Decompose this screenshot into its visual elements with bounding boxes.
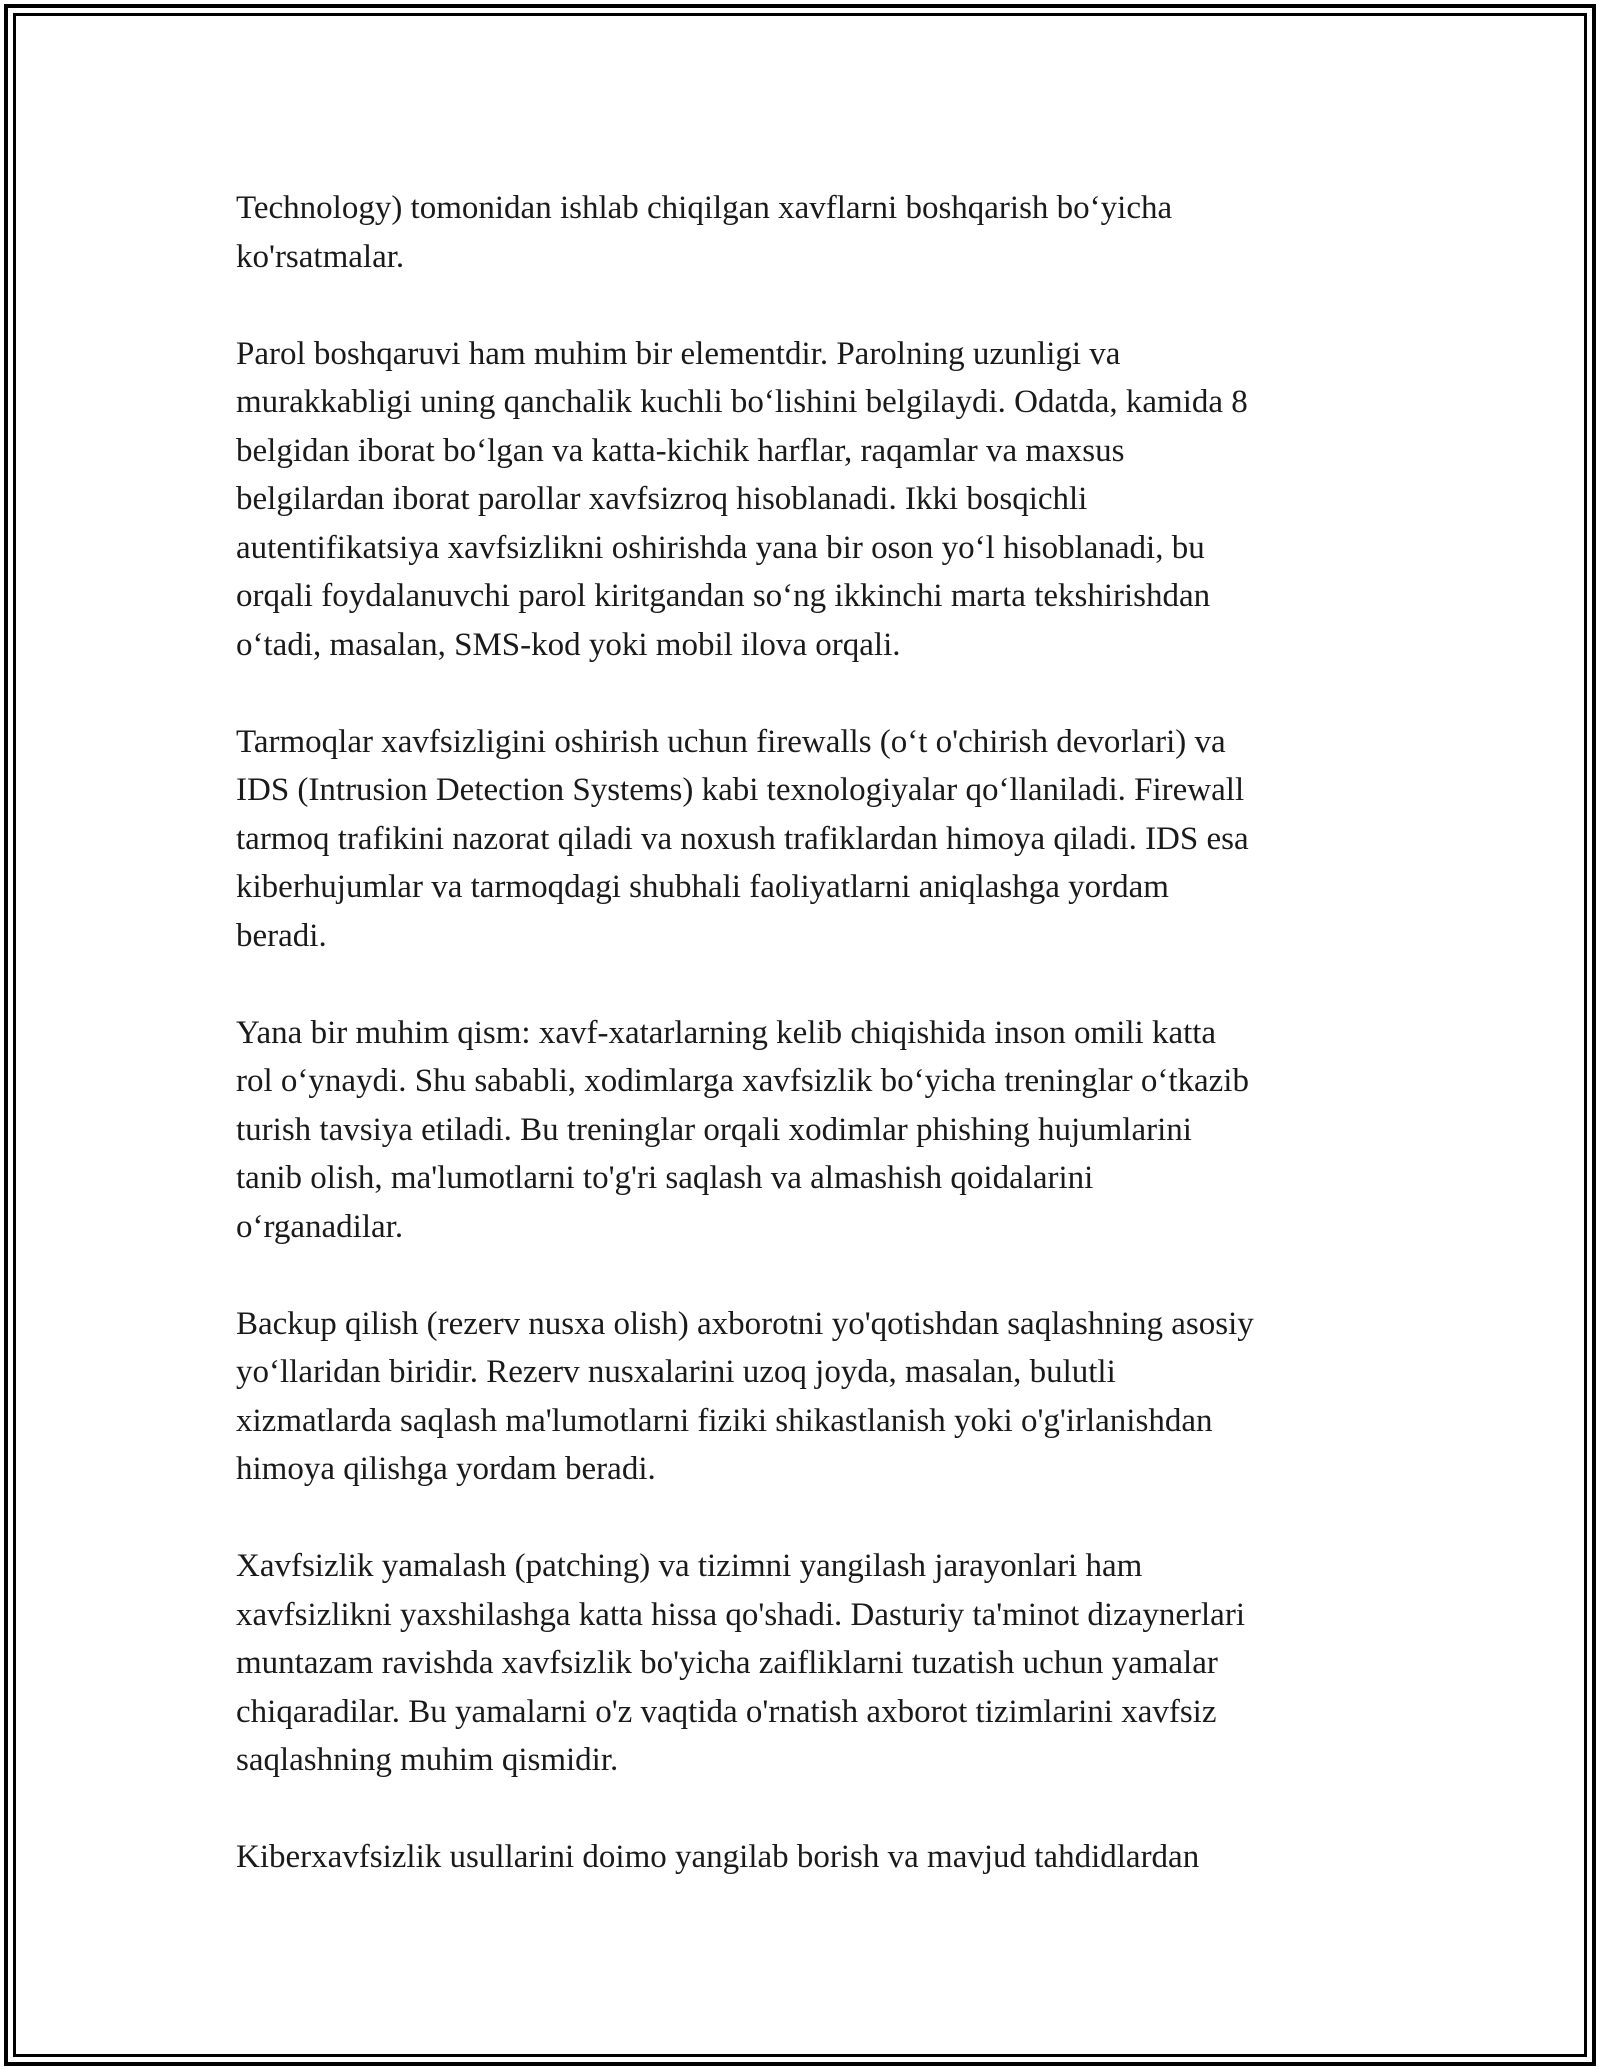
paragraph-spacer xyxy=(236,1494,1396,1543)
text-line: Xavfsizlik yamalash (patching) va tizimni yangilash jarayonlari ham xyxy=(236,1548,1143,1584)
paragraph-spacer xyxy=(236,960,1396,1009)
text-line: xizmatlarda saqlash ma'lumotlarni fiziki shikastlanish yoki o'g'irlanishdan xyxy=(236,1402,1213,1439)
paragraph-spacer xyxy=(236,1251,1396,1300)
text-line: chiqaradilar. Bu yamalarni o'z vaqtida o'rnatish axborot tizimlarini xavfsiz xyxy=(236,1693,1217,1730)
paragraph-2 xyxy=(236,330,1396,670)
document-body xyxy=(236,184,1396,1882)
text-line: beradi. xyxy=(236,917,327,954)
text-line: tanib olish, ma'lumotlarni to'g'ri saqlash va almashish qoidalarini xyxy=(236,1160,1094,1196)
paragraph-6 xyxy=(236,1542,1396,1785)
text-line: rol o‘ynaydi. Shu sababli, xodimlarga xavfsizlik bo‘yicha treninglar o‘tkazib xyxy=(236,1063,1249,1099)
paragraph-1 xyxy=(236,184,1396,281)
paragraph-spacer xyxy=(236,281,1396,330)
text-line: o‘rganadilar. xyxy=(236,1208,404,1245)
text-line: Parol boshqaruvi ham muhim bir elementdir. Parolning uzunligi va xyxy=(236,335,1121,372)
text-line: kiberhujumlar va tarmoqdagi shubhali faoliyatlarni aniqlashga yordam xyxy=(236,869,1169,905)
text-line: tarmoq trafikini nazorat qiladi va noxush trafiklardan himoya qiladi. IDS esa xyxy=(236,820,1249,857)
text-line: ko'rsatmalar. xyxy=(236,238,405,275)
text-line: Yana bir muhim qism: xavf-xatarlarning kelib chiqishida inson omili katta xyxy=(236,1014,1217,1051)
text-line: saqlashning muhim qismidir. xyxy=(236,1742,619,1778)
text-line: autentifikatsiya xavfsizlikni oshirishda yana bir oson yo‘l hisoblanadi, bu xyxy=(236,529,1205,566)
paragraph-spacer xyxy=(236,669,1396,718)
text-line: Backup qilish (rezerv nusxa olish) axborotni yo'qotishdan saqlashning asosiy xyxy=(236,1305,1254,1342)
text-line: belgilardan iborat parollar xavfsizroq hisoblanadi. Ikki bosqichli xyxy=(236,481,1088,517)
paragraph-spacer xyxy=(236,1785,1396,1834)
text-line: IDS (Intrusion Detection Systems) kabi texnologiyalar qo‘llaniladi. Firewall xyxy=(236,772,1245,808)
text-line: Kiberxavfsizlik usullarini doimo yangilab borish va mavjud tahdidlardan xyxy=(236,1839,1200,1875)
text-line: o‘tadi, masalan, SMS-kod yoki mobil ilova orqali. xyxy=(236,626,901,663)
text-line: Tarmoqlar xavfsizligini oshirish uchun firewalls (o‘t o'chirish devorlari) va xyxy=(236,723,1226,760)
text-line: murakkabligi uning qanchalik kuchli bo‘lishini belgilaydi. Odatda, kamida 8 xyxy=(236,384,1248,420)
text-line: orqali foydalanuvchi parol kiritgandan so‘ng ikkinchi marta tekshirishdan xyxy=(236,578,1211,614)
text-line: belgidan iborat bo‘lgan va katta-kichik harflar, raqamlar va maxsus xyxy=(236,432,1125,469)
paragraph-4 xyxy=(236,1009,1396,1252)
text-line: turish tavsiya etiladi. Bu treninglar orqali xodimlar phishing hujumlarini xyxy=(236,1111,1192,1148)
text-line: Technology) tomonidan ishlab chiqilgan xavflarni boshqarish bo‘yicha xyxy=(236,190,1173,226)
paragraph-3 xyxy=(236,718,1396,961)
text-line: himoya qilishga yordam beradi. xyxy=(236,1451,656,1487)
text-line: yo‘llaridan biridir. Rezerv nusxalarini uzoq joyda, masalan, bulutli xyxy=(236,1354,1116,1390)
text-line: xavfsizlikni yaxshilashga katta hissa qo'shadi. Dasturiy ta'minot dizaynerlari xyxy=(236,1596,1245,1633)
paragraph-7 xyxy=(236,1833,1396,1882)
paragraph-5 xyxy=(236,1300,1396,1494)
text-line: muntazam ravishda xavfsizlik bo'yicha zaifliklarni tuzatish uchun yamalar xyxy=(236,1645,1218,1681)
